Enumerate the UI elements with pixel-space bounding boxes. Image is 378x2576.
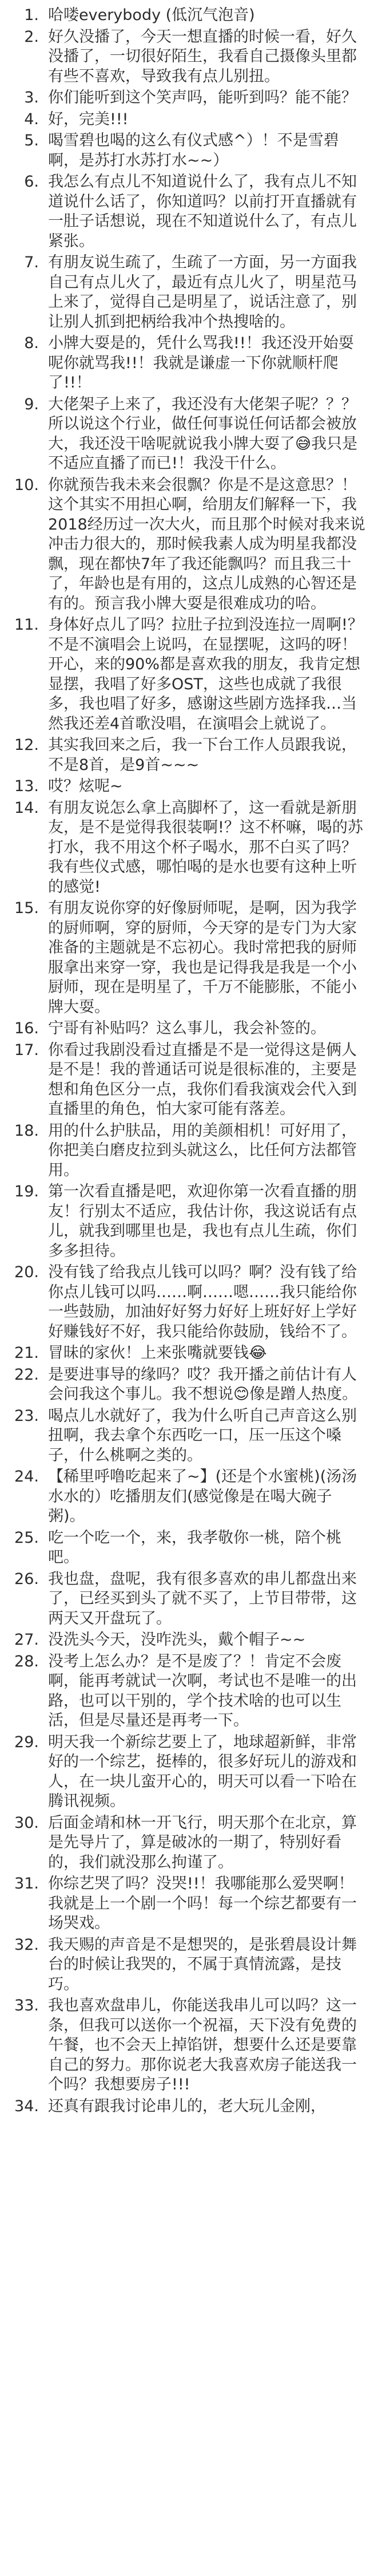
list-item (13, 110, 365, 130)
item-text: 是要进事导的缘吗？哎？我开播之前估计有人会问我这个事儿。我不想说😊像是蹭人热度。 (48, 1365, 358, 1403)
list-item (13, 1344, 365, 1364)
item-number: 33. (14, 1997, 39, 2014)
list-item (13, 1467, 365, 1527)
item-number: 32. (14, 1935, 39, 1954)
item-text: 身体好点儿了吗？拉肚子拉到没连拉一周啊!？不是不演唱会上说吗，在显摆呢，这吗的呀！开心，来的90%都是喜欢我的朋友，我肯定想显摆，我唱了好多OST，这些也成就了我很多，我也唱了好多，感谢这些剧方选择我…当然我还差4首歌没唱，在演唱会上就说了。 (48, 616, 363, 733)
item-text: 宁哥有补贴吗？这么事儿，我会补签的。 (48, 1020, 326, 1037)
list-item (13, 615, 365, 734)
list-item (13, 1019, 365, 1039)
list-item (13, 799, 365, 898)
item-number: 15. (14, 899, 39, 917)
list-item (13, 1996, 365, 2095)
item-text: 没有钱了给我点儿钱可以吗？啊？没有钱了给你点儿钱可以吗……啊……嗯……我只能给你一些鼓励，加油好好努力好好上班好好上学好好赚钱好不好，我只能给你鼓励，钱给不了。 (48, 1263, 357, 1341)
item-text: 有朋友说怎么拿上高脚杯了，这一看就是新朋友，是不是觉得我很装啊!？这不杯嘛，喝的苏打水，我不用这个杯子喝水，那不白买了吗？我有些仪式感，哪怕喝的是水也要有这种上听的感觉! (48, 799, 363, 896)
item-number: 9. (24, 395, 39, 413)
item-text: 后面金靖和林一开飞行，明天那个在北京，算是先导片了，算是破冰的一期了，特别好看的，我们就没那么拘谨了。 (48, 1814, 357, 1871)
item-text: 【稀里呼噜吃起来了~】(还是个水蜜桃)(汤汤水水的）吃播朋友们(感觉像是在喝大碗子粥)。 (48, 1468, 357, 1525)
list-item (13, 1528, 365, 1568)
list-item (13, 1814, 365, 1873)
list-item (13, 1652, 365, 1731)
item-text: 喝点儿水就好了，我为什么听自己声音这么别扭啊，我去拿个东西吃一口，压一压这个嗓子，什么桃啊之类的。 (48, 1406, 357, 1464)
list-item (13, 1041, 365, 1120)
item-text: 你看过我剧没看过直播是不是一觉得这是俩人是不是！我的普通话可说是很标准的，主要是想和角色区分一点，我你们看我演戏会代入到直播里的角色，怕大家可能有落差。 (48, 1041, 357, 1118)
item-text: 大佬架子上来了，我还没有大佬架子呢？？？所以说这个行业，做任何事说任何话都会被放大，我还没干啥呢就说我小牌大耍了😅我只是不适应直播了而已!！我没干什么。 (48, 395, 358, 472)
item-text: 有朋友说你穿的好像厨师呢，是啊，因为我学的厨师啊，穿的厨师，今天穿的是专门为大家准备的主题就是不忘初心。我时常把我的厨师服拿出来穿一穿，我也是记得我是我是一个小厨师，现在是明星了，千万不能膨胀，不能小牌大耍。 (48, 899, 357, 1016)
item-number: 2. (24, 27, 39, 46)
item-number: 23. (14, 1406, 39, 1425)
list-item (13, 1733, 365, 1812)
item-number: 7. (24, 254, 39, 271)
item-text: 喝雪碧也喝的这么有仪式感^）！不是雪碧啊，是苏打水苏打水~~） (48, 132, 339, 169)
item-number: 30. (14, 1814, 39, 1832)
item-number: 14. (14, 799, 39, 817)
list-item (13, 777, 365, 797)
item-number: 20. (14, 1263, 39, 1281)
item-text: 你综艺哭了吗？没哭!!！我哪能那么爱哭啊！我就是上一个剧一个吗！每一个综艺都要有一场哭戏。 (48, 1875, 357, 1932)
list-item (13, 253, 365, 332)
list-item (13, 476, 365, 614)
item-number: 16. (14, 1020, 39, 1037)
item-text: 还真有跟我讨论串儿的，老大玩儿金刚， (48, 2097, 326, 2115)
item-number: 13. (14, 777, 39, 795)
item-text: 第一次看直播是吧，欢迎你第一次看直播的朋友！行别太不适应，我估计你，我这说话有点儿，就我到哪里也是，我也有点儿生疏，你们多多担待。 (48, 1183, 357, 1260)
item-text: 哈喽everybody (低沉气泡音) (48, 6, 255, 24)
item-number: 6. (24, 173, 39, 191)
item-number: 28. (14, 1652, 39, 1670)
list-item (13, 395, 365, 474)
item-text: 我也盘，盘呢，我有很多喜欢的串儿都盘出来了，已经买到头了就不买了，上节目带带，这两天又开盘玩了。 (48, 1570, 357, 1627)
item-text: 好久没播了，今天一想直播的时候一看，好久没播了，一切很好陌生，我看自己摄像头里都有些不喜欢，导致我有点儿别扭。 (48, 27, 357, 85)
item-text: 我也喜欢盘串儿，你能送我串儿可以吗？这一条，但我可以送你一个祝福，天下没有免费的午餐，也不会天上掉馅饼，想要什么还是要靠自己的努力。那你说老大我喜欢房子能送我一个吗？我想要房子!!! (48, 1997, 357, 2093)
list-item (13, 736, 365, 775)
list-item (13, 1121, 365, 1181)
list-item (13, 1263, 365, 1342)
list-item (13, 1874, 365, 1934)
item-number: 10. (14, 476, 39, 494)
item-text: 其实我回来之后，我一下台工作人员跟我说，不是8首，是9首~~~ (48, 736, 357, 774)
item-text: 冒昧的家伙！上来张嘴就要钱😂 (48, 1344, 267, 1362)
item-text: 我怎么有点儿不知道说什么了，我有点儿不知道说什么话了，你知道吗？以前打开直播就有一肚子话想说，现在不知道说什么了，有点儿紧张。 (48, 173, 357, 250)
item-number: 4. (24, 110, 39, 128)
item-text: 明天我一个新综艺要上了，地球超新鲜，非常好的一个综艺，挺棒的，很多好玩儿的游戏和人，在一块儿蛮开心的，明天可以看一下哈在腾讯视频。 (48, 1733, 357, 1810)
list-item (13, 6, 365, 26)
item-text: 吃一个吃一个，来，我孝敬你一桃，陪个桃吧。 (48, 1528, 341, 1566)
item-text: 小牌大耍是的，凭什么骂我!!！我还没开始耍呢你就骂我!!！我就是谦虚一下你就顺杆爬了!!！ (48, 334, 354, 392)
list-item (13, 1365, 365, 1405)
item-number: 5. (24, 132, 39, 149)
list-item (13, 899, 365, 1017)
list-item (13, 131, 365, 171)
item-number: 29. (14, 1733, 39, 1751)
list-item (13, 1935, 365, 1995)
item-number: 12. (14, 736, 39, 754)
item-text: 好，完美!!! (48, 110, 129, 128)
item-number: 34. (14, 2097, 39, 2115)
item-number: 11. (14, 616, 39, 634)
item-text: 你们能听到这个笑声吗，能听到吗？能不能？ (48, 89, 357, 106)
list-item (13, 27, 365, 87)
item-number: 1. (24, 6, 39, 24)
item-text: 用的什么护肤品，用的美颜相机！可好用了，你把美白磨皮拉到头就这么，比任何方法都管用。 (48, 1121, 357, 1179)
item-number: 3. (24, 89, 39, 106)
list-item (13, 1406, 365, 1466)
item-number: 26. (14, 1570, 39, 1588)
list-item (13, 2097, 365, 2117)
list-item (13, 172, 365, 251)
item-number: 31. (14, 1875, 39, 1893)
list-item (13, 88, 365, 108)
item-number: 18. (14, 1121, 39, 1140)
item-number: 27. (14, 1631, 39, 1649)
item-text: 你就预告我未来会很飘？你是不是这意思？！这个其实不用担心啊，给朋友们解释一下，我2018经历过一次大火，而且那个时候对我来说冲击力很大的，那时候我素人成为明星我都没飘，现在都快7年了我还能飘吗？而且我三十了，年龄也是有用的，这点儿成熟的心智还是有的。预言我小牌大耍是很难成功的哈。 (48, 476, 365, 613)
item-number: 21. (14, 1344, 39, 1362)
list-item (13, 1630, 365, 1650)
list-item (13, 1570, 365, 1629)
item-text: 我天赐的声音是不是想哭的，是张碧晨设计舞台的时候让我哭的，不属于真情流露，是技巧。 (48, 1935, 357, 1993)
list-item (13, 334, 365, 393)
item-text: 没洗头今天，没咋洗头，戴个帽子~~ (48, 1631, 306, 1649)
item-number: 17. (14, 1041, 39, 1059)
item-text: 没考上怎么办？是不是废了？！肯定不会废啊，能再考就试一次啊，考试也不是唯一的出路，也可以干别的，学个技术啥的也可以生活，但是尽量还是再考一下。 (48, 1652, 357, 1729)
item-number: 25. (14, 1528, 39, 1547)
item-number: 19. (14, 1183, 39, 1200)
item-number: 8. (24, 334, 39, 352)
numbered-list (13, 6, 365, 2116)
item-number: 22. (14, 1365, 39, 1384)
item-text: 有朋友说生疏了，生疏了一方面，另一方面我自己有点儿火了，最近有点儿火了，明星范马上来了，觉得自己是明星了，说话注意了，别让别人抓到把柄给我冲个热搜啥的。 (48, 254, 357, 331)
item-number: 24. (14, 1468, 39, 1485)
item-text: 哎？炫呢~ (48, 777, 123, 795)
list-item (13, 1182, 365, 1261)
